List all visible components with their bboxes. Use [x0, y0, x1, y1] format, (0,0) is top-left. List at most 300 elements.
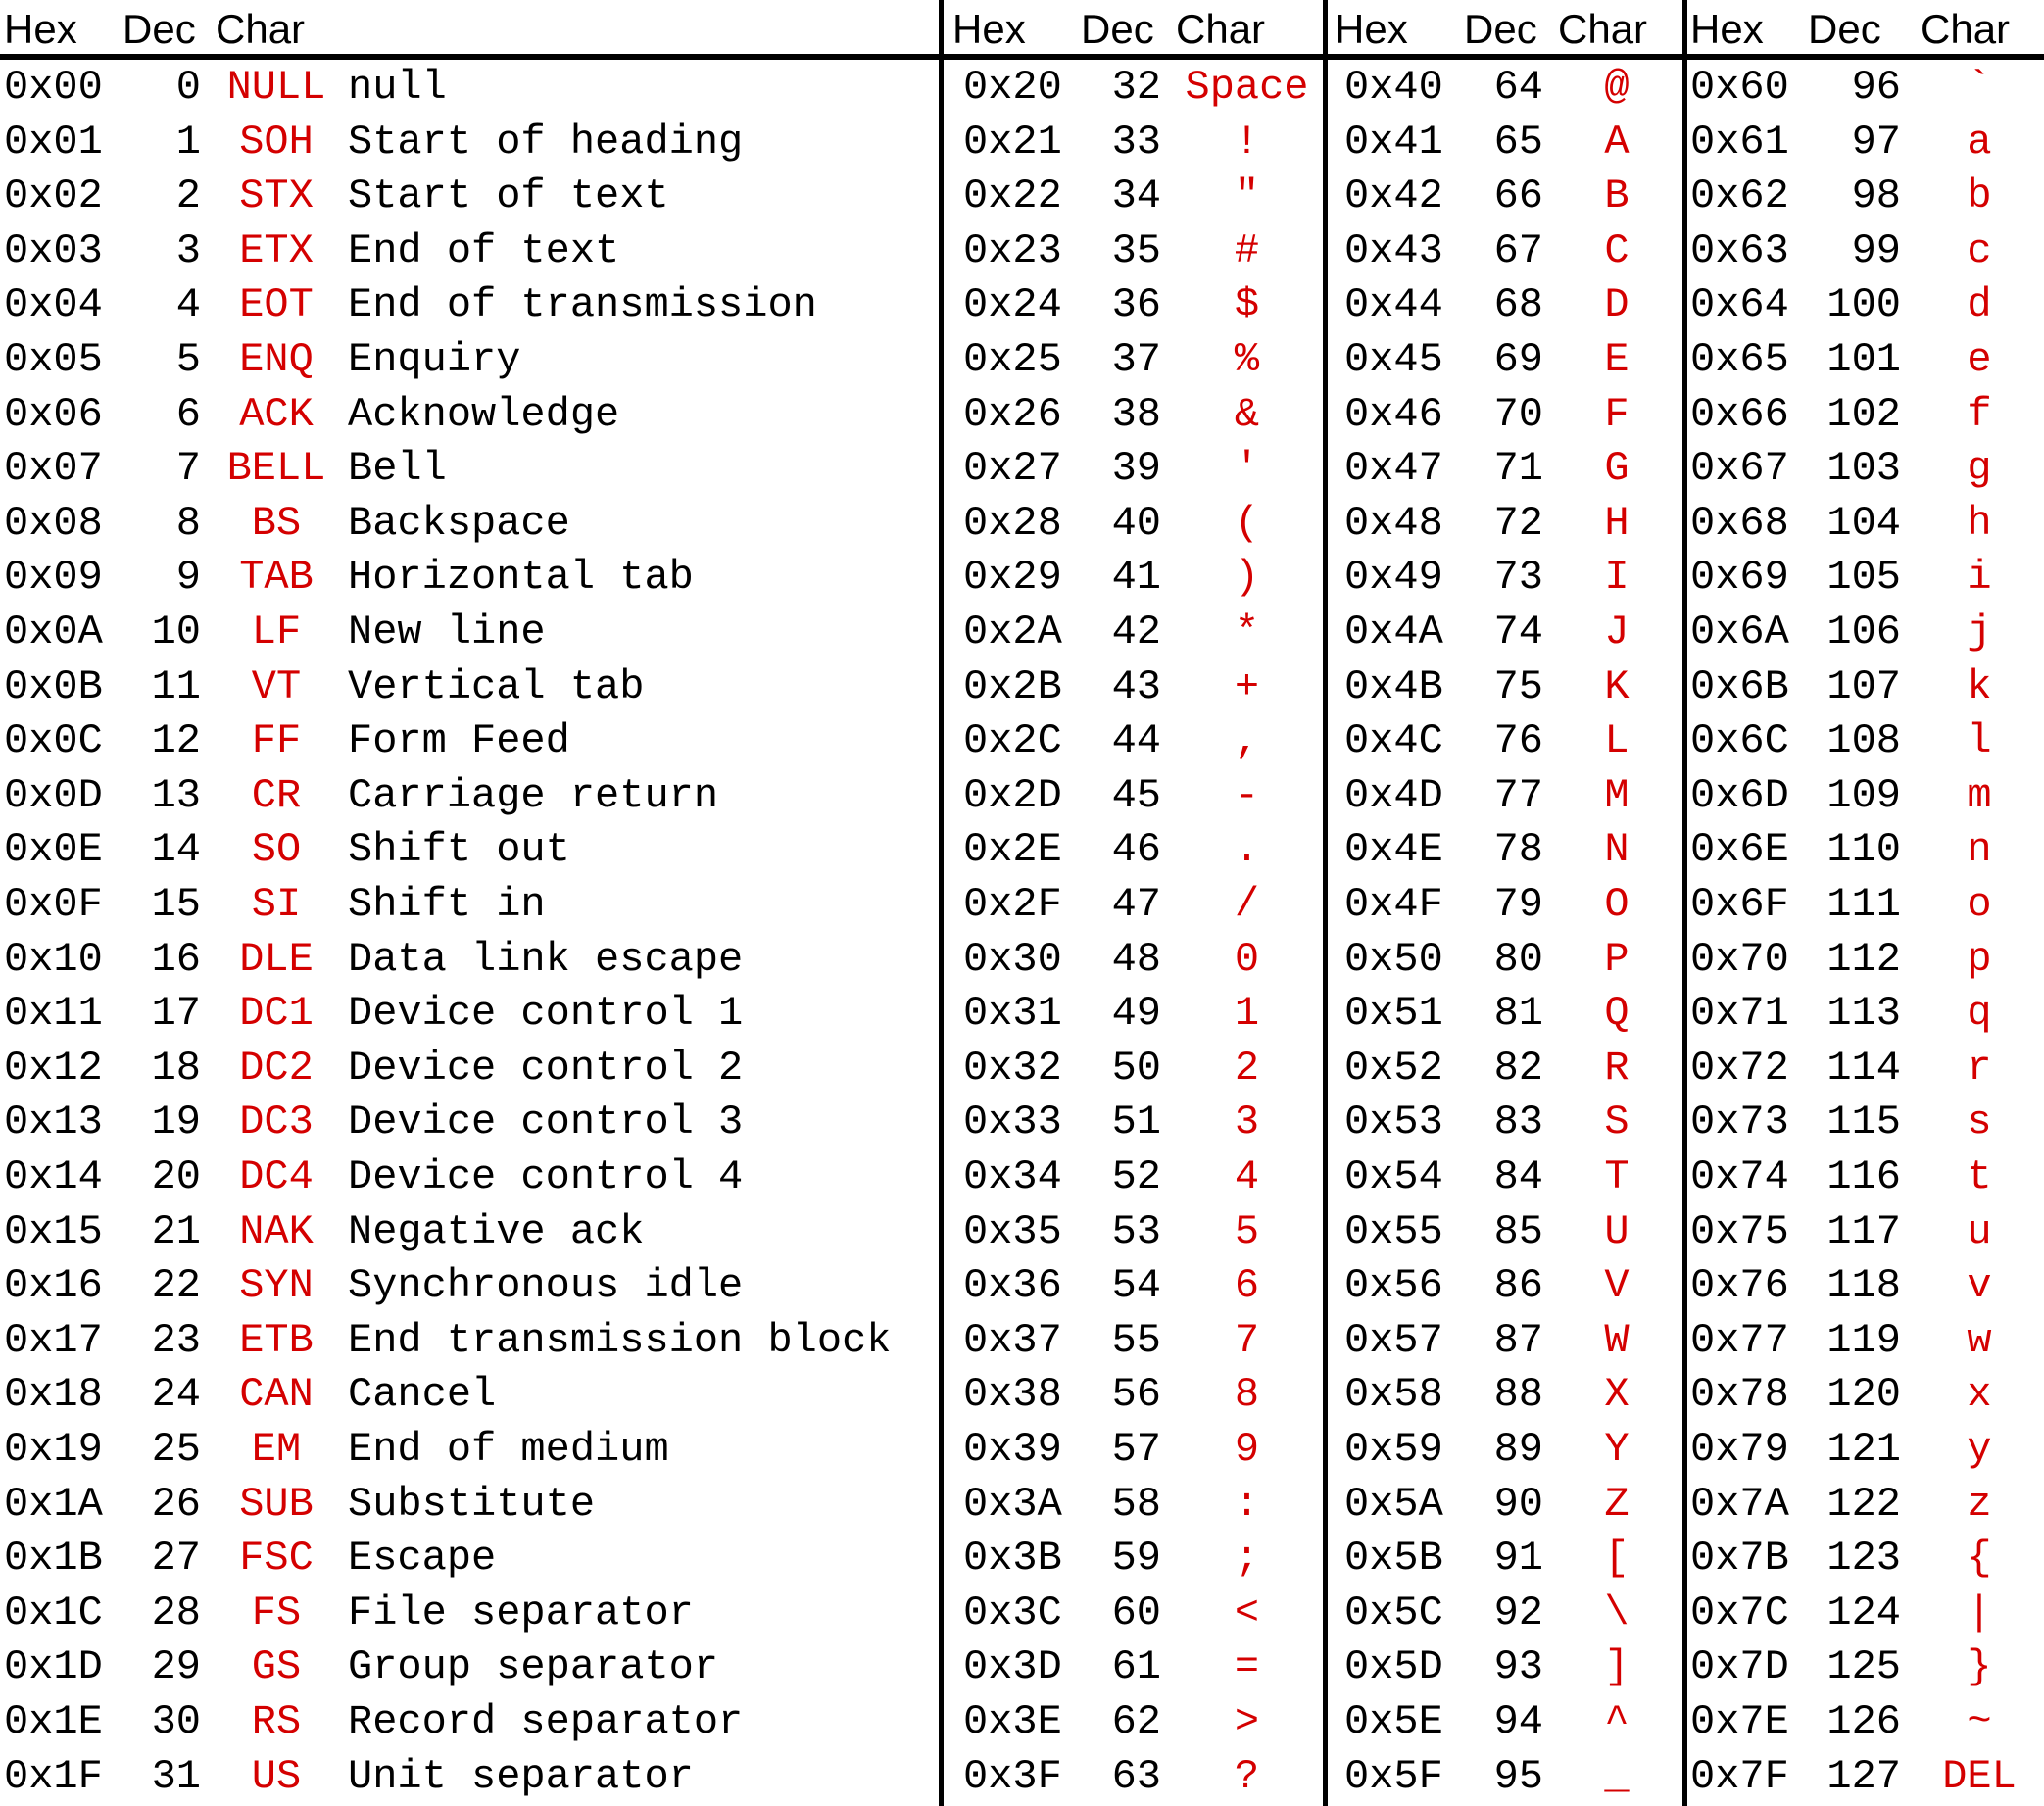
printable-dec: 56: [1111, 1371, 1161, 1419]
printable-dec: 106: [1826, 609, 1901, 656]
control-hex: 0x0B: [4, 662, 103, 710]
printable-dec: 78: [1493, 826, 1543, 874]
control-dec: 13: [151, 771, 201, 819]
control-hex: 0x01: [4, 118, 103, 166]
printable-hex: 0x6A: [1690, 609, 1789, 656]
printable-char: S: [1604, 1098, 1630, 1147]
printable-dec: 82: [1493, 1044, 1543, 1092]
control-hex: 0x1E: [4, 1698, 103, 1745]
control-dec: 29: [151, 1643, 201, 1691]
printable-hex: 0x56: [1344, 1262, 1443, 1310]
printable-char: p: [1967, 935, 1992, 983]
printable-hex: 0x4B: [1344, 662, 1443, 710]
control-desc: Vertical tab: [348, 662, 645, 710]
control-abbr: ACK: [239, 390, 314, 438]
printable-dec: 91: [1493, 1535, 1543, 1583]
printable-hex: 0x78: [1690, 1371, 1789, 1419]
printable-dec: 51: [1111, 1098, 1161, 1147]
control-abbr: FSC: [239, 1535, 314, 1583]
control-desc: End of medium: [348, 1426, 669, 1473]
control-hex: 0x07: [4, 445, 103, 493]
control-abbr: RS: [251, 1698, 302, 1745]
header-dec-4: Dec: [1808, 6, 1881, 52]
printable-char: j: [1967, 609, 1992, 656]
printable-char: $: [1234, 281, 1260, 329]
printable-hex: 0x3A: [963, 1480, 1062, 1528]
printable-dec: 61: [1111, 1643, 1161, 1691]
printable-dec: 38: [1111, 390, 1161, 438]
printable-hex: 0x67: [1690, 445, 1789, 493]
printable-char: X: [1604, 1371, 1630, 1419]
printable-hex: 0x6B: [1690, 662, 1789, 710]
printable-char: 4: [1234, 1153, 1260, 1200]
printable-char: /: [1234, 881, 1260, 928]
printable-hex: 0x66: [1690, 390, 1789, 438]
printable-dec: 74: [1493, 609, 1543, 656]
control-desc: Backspace: [348, 499, 570, 547]
printable-char: !: [1234, 118, 1260, 166]
printable-dec: 120: [1826, 1371, 1901, 1419]
header-char-3: Char: [1558, 6, 1648, 52]
printable-hex: 0x64: [1690, 281, 1789, 329]
printable-dec: 32: [1111, 64, 1161, 111]
printable-dec: 62: [1111, 1698, 1161, 1745]
printable-char: *: [1234, 609, 1260, 656]
printable-dec: 72: [1493, 499, 1543, 547]
printable-hex: 0x43: [1344, 226, 1443, 274]
printable-dec: 63: [1111, 1752, 1161, 1800]
printable-dec: 88: [1493, 1371, 1543, 1419]
header-dec-3: Dec: [1464, 6, 1537, 52]
control-hex: 0x02: [4, 172, 103, 220]
control-abbr: VT: [251, 662, 302, 710]
control-abbr: SOH: [239, 118, 314, 166]
control-desc: Synchronous idle: [348, 1262, 744, 1310]
printable-char: ]: [1604, 1643, 1630, 1691]
printable-char: -: [1234, 771, 1260, 819]
printable-char: %: [1234, 336, 1260, 383]
printable-dec: 75: [1493, 662, 1543, 710]
control-abbr: DLE: [239, 935, 314, 983]
printable-dec: 112: [1826, 935, 1901, 983]
control-dec: 18: [151, 1044, 201, 1092]
control-dec: 1: [175, 118, 201, 166]
printable-hex: 0x70: [1690, 935, 1789, 983]
printable-char: I: [1604, 554, 1630, 602]
control-dec: 26: [151, 1480, 201, 1528]
printable-dec: 116: [1826, 1153, 1901, 1200]
printable-hex: 0x5D: [1344, 1643, 1443, 1691]
printable-dec: 36: [1111, 281, 1161, 329]
header-dec-2: Dec: [1081, 6, 1154, 52]
control-abbr: BELL: [226, 445, 326, 493]
control-dec: 23: [151, 1316, 201, 1364]
printable-char: K: [1604, 662, 1630, 710]
control-desc: Shift in: [348, 881, 546, 928]
header-hex-1: Hex: [4, 6, 77, 52]
control-desc: Substitute: [348, 1480, 596, 1528]
control-abbr: TAB: [239, 554, 314, 602]
control-hex: 0x0E: [4, 826, 103, 874]
printable-char: N: [1604, 826, 1630, 874]
control-hex: 0x00: [4, 64, 103, 111]
printable-dec: 86: [1493, 1262, 1543, 1310]
control-dec: 2: [175, 172, 201, 220]
printable-char: A: [1604, 118, 1630, 166]
printable-char: J: [1604, 609, 1630, 656]
printable-dec: 76: [1493, 717, 1543, 765]
printable-hex: 0x5F: [1344, 1752, 1443, 1800]
control-desc: Shift out: [348, 826, 570, 874]
printable-dec: 101: [1826, 336, 1901, 383]
control-hex: 0x0C: [4, 717, 103, 765]
control-abbr: FS: [251, 1588, 302, 1636]
printable-hex: 0x6C: [1690, 717, 1789, 765]
printable-hex: 0x6D: [1690, 771, 1789, 819]
printable-hex: 0x7E: [1690, 1698, 1789, 1745]
printable-dec: 97: [1851, 118, 1901, 166]
printable-char: g: [1967, 445, 1992, 493]
printable-hex: 0x35: [963, 1207, 1062, 1255]
printable-dec: 109: [1826, 771, 1901, 819]
printable-dec: 33: [1111, 118, 1161, 166]
printable-dec: 105: [1826, 554, 1901, 602]
printable-char: d: [1967, 281, 1992, 329]
printable-hex: 0x50: [1344, 935, 1443, 983]
control-hex: 0x09: [4, 554, 103, 602]
printable-hex: 0x58: [1344, 1371, 1443, 1419]
control-desc: Acknowledge: [348, 390, 620, 438]
control-dec: 6: [175, 390, 201, 438]
printable-hex: 0x4D: [1344, 771, 1443, 819]
printable-dec: 69: [1493, 336, 1543, 383]
control-abbr: NULL: [226, 64, 326, 111]
printable-hex: 0x34: [963, 1153, 1062, 1200]
printable-hex: 0x22: [963, 172, 1062, 220]
printable-hex: 0x54: [1344, 1153, 1443, 1200]
printable-dec: 121: [1826, 1426, 1901, 1473]
control-desc: Start of heading: [348, 118, 744, 166]
printable-dec: 127: [1826, 1752, 1901, 1800]
control-dec: 28: [151, 1588, 201, 1636]
printable-hex: 0x65: [1690, 336, 1789, 383]
printable-dec: 47: [1111, 881, 1161, 928]
control-dec: 7: [175, 445, 201, 493]
printable-hex: 0x21: [963, 118, 1062, 166]
printable-hex: 0x52: [1344, 1044, 1443, 1092]
printable-dec: 68: [1493, 281, 1543, 329]
control-dec: 4: [175, 281, 201, 329]
control-desc: Group separator: [348, 1643, 719, 1691]
printable-dec: 81: [1493, 990, 1543, 1038]
printable-hex: 0x20: [963, 64, 1062, 111]
control-dec: 10: [151, 609, 201, 656]
printable-dec: 115: [1826, 1098, 1901, 1147]
printable-hex: 0x7F: [1690, 1752, 1789, 1800]
control-dec: 0: [175, 64, 201, 111]
control-desc: Data link escape: [348, 935, 744, 983]
control-hex: 0x13: [4, 1098, 103, 1147]
control-dec: 22: [151, 1262, 201, 1310]
printable-char: 8: [1234, 1371, 1260, 1419]
printable-dec: 46: [1111, 826, 1161, 874]
printable-dec: 107: [1826, 662, 1901, 710]
control-desc: Record separator: [348, 1698, 744, 1745]
printable-dec: 98: [1851, 172, 1901, 220]
printable-char: n: [1967, 826, 1992, 874]
printable-char: B: [1604, 172, 1630, 220]
printable-hex: 0x5A: [1344, 1480, 1443, 1528]
printable-hex: 0x2B: [963, 662, 1062, 710]
printable-dec: 65: [1493, 118, 1543, 166]
printable-dec: 50: [1111, 1044, 1161, 1092]
printable-char: H: [1604, 499, 1630, 547]
printable-char: ': [1234, 445, 1260, 493]
printable-hex: 0x6E: [1690, 826, 1789, 874]
printable-dec: 59: [1111, 1535, 1161, 1583]
printable-hex: 0x38: [963, 1371, 1062, 1419]
control-desc: Enquiry: [348, 336, 521, 383]
control-desc: File separator: [348, 1588, 694, 1636]
printable-char: q: [1967, 990, 1992, 1038]
control-desc: Horizontal tab: [348, 554, 694, 602]
printable-hex: 0x3C: [963, 1588, 1062, 1636]
control-abbr: EOT: [239, 281, 314, 329]
printable-dec: 53: [1111, 1207, 1161, 1255]
control-hex: 0x1D: [4, 1643, 103, 1691]
control-abbr: LF: [251, 609, 302, 656]
printable-hex: 0x27: [963, 445, 1062, 493]
control-desc: Negative ack: [348, 1207, 645, 1255]
header-hex-3: Hex: [1335, 6, 1408, 52]
printable-dec: 100: [1826, 281, 1901, 329]
printable-char: +: [1234, 662, 1260, 710]
printable-hex: 0x23: [963, 226, 1062, 274]
printable-hex: 0x33: [963, 1098, 1062, 1147]
header-hex-4: Hex: [1690, 6, 1764, 52]
printable-hex: 0x79: [1690, 1426, 1789, 1473]
printable-hex: 0x53: [1344, 1098, 1443, 1147]
printable-dec: 110: [1826, 826, 1901, 874]
printable-hex: 0x73: [1690, 1098, 1789, 1147]
printable-hex: 0x31: [963, 990, 1062, 1038]
printable-hex: 0x36: [963, 1262, 1062, 1310]
control-desc: Form Feed: [348, 717, 570, 765]
printable-dec: 89: [1493, 1426, 1543, 1473]
printable-char: c: [1967, 226, 1992, 274]
printable-char: [: [1604, 1535, 1630, 1583]
printable-dec: 119: [1826, 1316, 1901, 1364]
control-dec: 20: [151, 1153, 201, 1200]
printable-hex: 0x4F: [1344, 881, 1443, 928]
printable-dec: 57: [1111, 1426, 1161, 1473]
printable-hex: 0x76: [1690, 1262, 1789, 1310]
control-hex: 0x03: [4, 226, 103, 274]
control-hex: 0x1B: [4, 1535, 103, 1583]
printable-char: a: [1967, 118, 1992, 166]
printable-dec: 122: [1826, 1480, 1901, 1528]
printable-hex: 0x28: [963, 499, 1062, 547]
control-desc: End of text: [348, 226, 620, 274]
printable-hex: 0x63: [1690, 226, 1789, 274]
column-divider-1: [939, 0, 944, 1806]
printable-char: E: [1604, 336, 1630, 383]
printable-hex: 0x3F: [963, 1752, 1062, 1800]
printable-char: t: [1967, 1153, 1992, 1200]
control-dec: 15: [151, 881, 201, 928]
printable-hex: 0x71: [1690, 990, 1789, 1038]
control-desc: Bell: [348, 445, 447, 493]
control-dec: 14: [151, 826, 201, 874]
printable-dec: 48: [1111, 935, 1161, 983]
printable-dec: 60: [1111, 1588, 1161, 1636]
control-abbr: CAN: [239, 1371, 314, 1419]
printable-dec: 71: [1493, 445, 1543, 493]
printable-char: DEL: [1942, 1752, 2017, 1800]
control-abbr: EM: [251, 1426, 302, 1473]
printable-char: <: [1234, 1588, 1260, 1636]
printable-dec: 49: [1111, 990, 1161, 1038]
printable-dec: 103: [1826, 445, 1901, 493]
printable-char: i: [1967, 554, 1992, 602]
printable-hex: 0x74: [1690, 1153, 1789, 1200]
printable-hex: 0x7B: [1690, 1535, 1789, 1583]
control-dec: 30: [151, 1698, 201, 1745]
control-hex: 0x18: [4, 1371, 103, 1419]
printable-dec: 99: [1851, 226, 1901, 274]
printable-char: Y: [1604, 1426, 1630, 1473]
printable-char: 5: [1234, 1207, 1260, 1255]
printable-char: M: [1604, 771, 1630, 819]
control-hex: 0x11: [4, 990, 103, 1038]
control-hex: 0x0F: [4, 881, 103, 928]
printable-hex: 0x46: [1344, 390, 1443, 438]
printable-dec: 43: [1111, 662, 1161, 710]
control-abbr: DC4: [239, 1153, 314, 1200]
control-desc: Carriage return: [348, 771, 719, 819]
printable-hex: 0x59: [1344, 1426, 1443, 1473]
control-hex: 0x1F: [4, 1752, 103, 1800]
printable-dec: 102: [1826, 390, 1901, 438]
printable-dec: 125: [1826, 1643, 1901, 1691]
control-dec: 19: [151, 1098, 201, 1147]
printable-hex: 0x55: [1344, 1207, 1443, 1255]
printable-hex: 0x39: [963, 1426, 1062, 1473]
printable-dec: 39: [1111, 445, 1161, 493]
printable-char: 3: [1234, 1098, 1260, 1147]
control-desc: New line: [348, 609, 546, 656]
control-abbr: SO: [251, 826, 302, 874]
control-abbr: BS: [251, 499, 302, 547]
control-hex: 0x08: [4, 499, 103, 547]
printable-char: V: [1604, 1262, 1630, 1310]
printable-char: &: [1234, 390, 1260, 438]
printable-dec: 123: [1826, 1535, 1901, 1583]
printable-char: ): [1234, 554, 1260, 602]
printable-dec: 95: [1493, 1752, 1543, 1800]
printable-hex: 0x5B: [1344, 1535, 1443, 1583]
control-desc: Start of text: [348, 172, 669, 220]
printable-char: T: [1604, 1153, 1630, 1200]
control-hex: 0x0D: [4, 771, 103, 819]
printable-char: (: [1234, 499, 1260, 547]
control-desc: Device control 4: [348, 1153, 744, 1200]
printable-char: ~: [1967, 1698, 1992, 1745]
control-desc: Unit separator: [348, 1752, 694, 1800]
control-dec: 3: [175, 226, 201, 274]
control-abbr: DC3: [239, 1098, 314, 1147]
printable-char: w: [1967, 1316, 1992, 1364]
printable-hex: 0x3B: [963, 1535, 1062, 1583]
printable-char: h: [1967, 499, 1992, 547]
printable-char: x: [1967, 1371, 1992, 1419]
printable-hex: 0x26: [963, 390, 1062, 438]
printable-hex: 0x32: [963, 1044, 1062, 1092]
printable-hex: 0x29: [963, 554, 1062, 602]
printable-hex: 0x2E: [963, 826, 1062, 874]
control-abbr: US: [251, 1752, 302, 1800]
control-dec: 12: [151, 717, 201, 765]
printable-dec: 84: [1493, 1153, 1543, 1200]
printable-dec: 104: [1826, 499, 1901, 547]
printable-char: \: [1604, 1588, 1630, 1636]
printable-hex: 0x62: [1690, 172, 1789, 220]
printable-dec: 79: [1493, 881, 1543, 928]
printable-hex: 0x69: [1690, 554, 1789, 602]
printable-char: :: [1234, 1480, 1260, 1528]
printable-char: Space: [1185, 64, 1309, 111]
printable-hex: 0x72: [1690, 1044, 1789, 1092]
header-char-2: Char: [1176, 6, 1266, 52]
printable-char: ^: [1604, 1698, 1630, 1745]
control-abbr: DC1: [239, 990, 314, 1038]
printable-hex: 0x57: [1344, 1316, 1443, 1364]
printable-hex: 0x75: [1690, 1207, 1789, 1255]
header-char-1: Char: [216, 6, 306, 52]
printable-char: 0: [1234, 935, 1260, 983]
printable-dec: 64: [1493, 64, 1543, 111]
printable-char: ;: [1234, 1535, 1260, 1583]
printable-char: #: [1234, 226, 1260, 274]
column-divider-3: [1682, 0, 1687, 1806]
printable-dec: 117: [1826, 1207, 1901, 1255]
header-rule: [0, 54, 2044, 60]
printable-hex: 0x2D: [963, 771, 1062, 819]
printable-char: .: [1234, 826, 1260, 874]
printable-dec: 52: [1111, 1153, 1161, 1200]
control-dec: 21: [151, 1207, 201, 1255]
printable-hex: 0x6F: [1690, 881, 1789, 928]
control-abbr: ETX: [239, 226, 314, 274]
printable-char: e: [1967, 336, 1992, 383]
printable-char: O: [1604, 881, 1630, 928]
printable-char: k: [1967, 662, 1992, 710]
printable-hex: 0x5C: [1344, 1588, 1443, 1636]
printable-hex: 0x42: [1344, 172, 1443, 220]
printable-dec: 70: [1493, 390, 1543, 438]
column-divider-2: [1323, 0, 1328, 1806]
printable-dec: 58: [1111, 1480, 1161, 1528]
control-hex: 0x1A: [4, 1480, 103, 1528]
printable-hex: 0x77: [1690, 1316, 1789, 1364]
printable-hex: 0x7C: [1690, 1588, 1789, 1636]
printable-dec: 93: [1493, 1643, 1543, 1691]
printable-char: b: [1967, 172, 1992, 220]
printable-char: U: [1604, 1207, 1630, 1255]
printable-dec: 77: [1493, 771, 1543, 819]
printable-char: R: [1604, 1044, 1630, 1092]
printable-dec: 94: [1493, 1698, 1543, 1745]
